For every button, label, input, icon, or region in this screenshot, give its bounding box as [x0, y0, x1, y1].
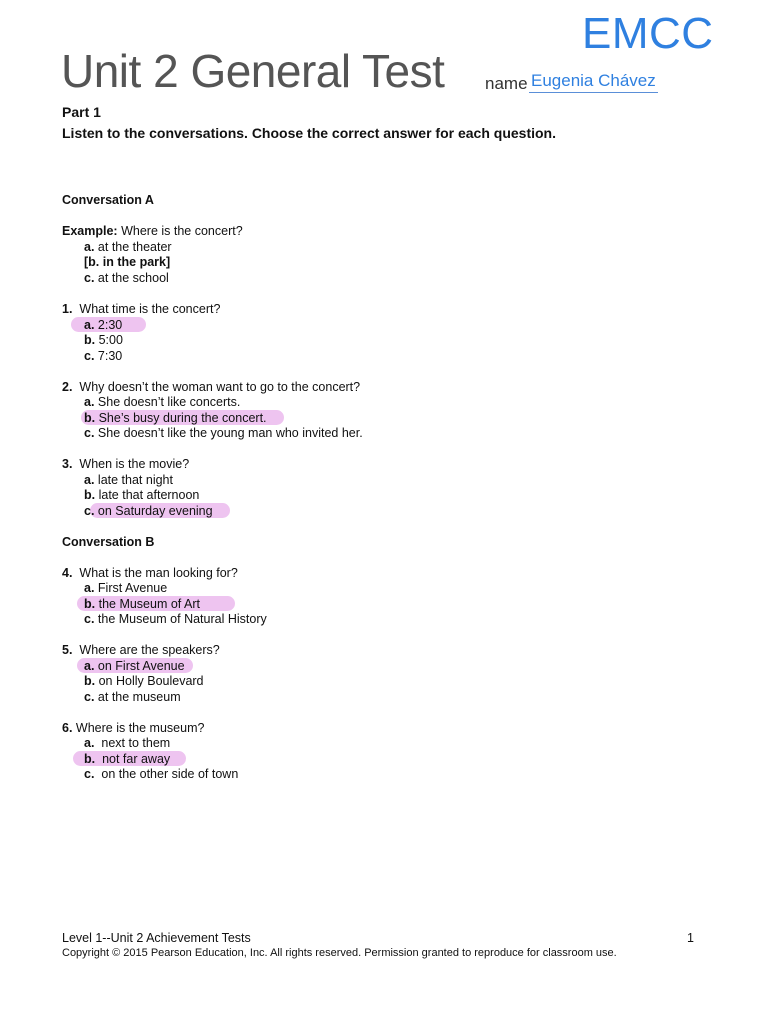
example-option-c: c. at the school [84, 271, 169, 285]
q3-option-b[interactable]: b. late that afternoon [84, 488, 200, 502]
footer-copyright: Copyright © 2015 Pearson Education, Inc. All rights reserved. Permission granted to reproduce for classroom use. [62, 947, 617, 959]
example-label: Example: [62, 224, 118, 238]
question-2: 2. Why doesn’t the woman want to go to the concert? [62, 380, 361, 394]
q1-option-c[interactable]: c. 7:30 [84, 349, 123, 363]
question-1: 1. What time is the concert? [62, 302, 221, 316]
question-4: 4. What is the man looking for? [62, 566, 238, 580]
part-heading: Part 1 [62, 104, 101, 120]
page-number: 1 [687, 931, 694, 945]
q3-option-a[interactable]: a. late that night [84, 473, 173, 487]
q6-option-b[interactable]: b. not far away [84, 752, 171, 766]
example-question [62, 224, 243, 238]
conversation-a-heading: Conversation A [62, 193, 154, 207]
page-title: Unit 2 General Test [61, 45, 445, 97]
example-question-text: Where is the concert? [121, 224, 243, 238]
q4-option-c[interactable]: c. the Museum of Natural History [84, 612, 267, 626]
q4-option-a[interactable]: a. First Avenue [84, 581, 168, 595]
question-5: 5. Where are the speakers? [62, 643, 220, 657]
brand-logo-text: EMCC [582, 9, 714, 58]
name-label: name [485, 74, 528, 93]
q5-option-a[interactable]: a. on First Avenue [84, 659, 185, 673]
q5-option-c[interactable]: c. at the museum [84, 690, 181, 704]
q2-option-b[interactable]: b. She’s busy during the concert. [84, 411, 267, 425]
q6-option-a[interactable]: a. next to them [84, 736, 171, 750]
q1-option-a[interactable]: a. 2:30 [84, 318, 123, 332]
footer-level: Level 1--Unit 2 Achievement Tests [62, 931, 251, 945]
q5-option-b[interactable]: b. on Holly Boulevard [84, 674, 204, 688]
conversation-b-heading: Conversation B [62, 535, 155, 549]
example-option-a: a. at the theater [84, 240, 172, 254]
q2-option-a[interactable]: a. She doesn’t like concerts. [84, 395, 241, 409]
name-field[interactable]: Eugenia Chávez [529, 71, 658, 93]
q6-option-c[interactable]: c. on the other side of town [84, 767, 239, 781]
q2-option-c[interactable]: c. She doesn’t like the young man who invited her. [84, 426, 363, 440]
example-option-b: [b. in the park] [84, 255, 171, 269]
question-6: 6. Where is the museum? [62, 721, 205, 735]
question-3: 3. When is the movie? [62, 457, 190, 471]
q4-option-b[interactable]: b. the Museum of Art [84, 597, 201, 611]
q1-option-b[interactable]: b. 5:00 [84, 333, 123, 347]
instructions: Listen to the conversations. Choose the correct answer for each question. [62, 125, 556, 141]
q3-option-c[interactable]: c. on Saturday evening [84, 504, 213, 518]
